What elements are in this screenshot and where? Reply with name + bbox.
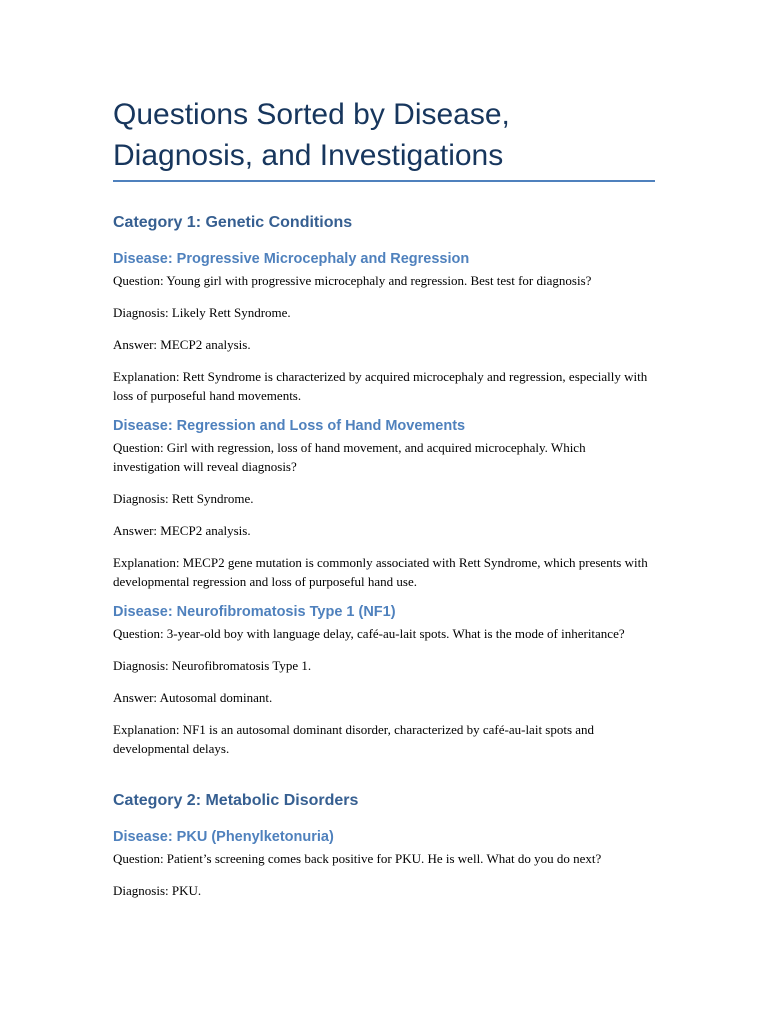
- disease-entry: [113, 249, 655, 405]
- disease-heading: Disease: Regression and Loss of Hand Movements: [113, 418, 466, 434]
- document-title: Questions Sorted by Disease, Diagnosis, and Investigations: [113, 98, 510, 172]
- disease-heading: Disease: Progressive Microcephaly and Regression: [113, 251, 470, 267]
- category-section-genetic: [113, 212, 655, 758]
- diagnosis-text: Diagnosis: Rett Syndrome.: [113, 491, 254, 506]
- title-underline: [113, 180, 655, 182]
- category-section-metabolic: [113, 790, 655, 900]
- disease-heading: Disease: Neurofibromatosis Type 1 (NF1): [113, 604, 396, 620]
- diagnosis-text: Diagnosis: Likely Rett Syndrome.: [113, 305, 291, 320]
- disease-entry: [113, 602, 655, 758]
- document-body: [113, 212, 655, 900]
- question-text: Question: 3-year-old boy with language delay, café-au-lait spots. What is the mode of inheritance?: [113, 626, 625, 641]
- question-text: Question: Young girl with progressive microcephaly and regression. Best test for diagnosis?: [113, 273, 592, 288]
- answer-text: Answer: Autosomal dominant.: [113, 690, 273, 705]
- explanation-text: Explanation: NF1 is an autosomal dominant disorder, characterized by café-au-lait spots and developmental delays.: [113, 722, 595, 756]
- category-heading: Category 1: Genetic Conditions: [113, 214, 353, 231]
- question-text: Question: Girl with regression, loss of hand movement, and acquired microcephaly. Which investigation will reveal diagnosis?: [113, 440, 586, 474]
- explanation-text: Explanation: MECP2 gene mutation is commonly associated with Rett Syndrome, which presents with developmental regression and loss of purposeful hand use.: [113, 555, 648, 589]
- diagnosis-text: Diagnosis: PKU.: [113, 883, 202, 898]
- category-heading: Category 2: Metabolic Disorders: [113, 792, 359, 809]
- disease-entry: [113, 416, 655, 591]
- answer-text: Answer: MECP2 analysis.: [113, 523, 251, 538]
- diagnosis-text: Diagnosis: Neurofibromatosis Type 1.: [113, 658, 312, 673]
- explanation-text: Explanation: Rett Syndrome is characterized by acquired microcephaly and regression, especially with loss of purposeful hand movements.: [113, 369, 648, 403]
- disease-heading: Disease: PKU (Phenylketonuria): [113, 829, 334, 845]
- question-text: Question: Patient’s screening comes back positive for PKU. He is well. What do you do next?: [113, 851, 602, 866]
- disease-entry: [113, 827, 655, 900]
- answer-text: Answer: MECP2 analysis.: [113, 337, 251, 352]
